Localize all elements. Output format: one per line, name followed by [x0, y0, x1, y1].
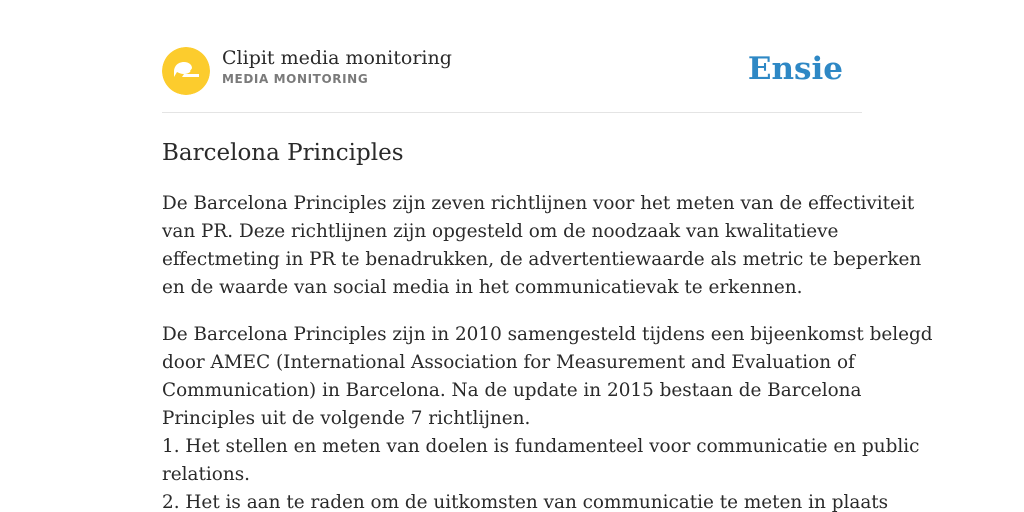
text-line: en de waarde van social media in het communicatievak te erkennen.: [162, 277, 803, 298]
paragraph-1: [162, 190, 922, 302]
list-item-2-line: 2. Het is aan te raden om de uitkomsten van communicatie te meten in plaats: [162, 492, 889, 512]
text-line: effectmeting in PR te benadrukken, de advertentiewaarde als metric te beperken: [162, 249, 922, 270]
ensie-logo-link[interactable]: Ensie: [747, 51, 843, 87]
paragraph-2: [162, 321, 933, 512]
article-title: Barcelona Principles: [162, 140, 404, 166]
text-line: De Barcelona Principles zijn zeven richtlijnen voor het meten van de effectiviteit: [162, 193, 915, 214]
content-container: [162, 0, 933, 512]
site-header: [162, 0, 862, 113]
text-line: van PR. Deze richtlijnen zijn opgesteld om de noodzaak van kwalitatieve: [162, 221, 839, 242]
brand-block: [222, 46, 452, 87]
text-line: Principles uit de volgende 7 richtlijnen.: [162, 408, 531, 429]
site-title[interactable]: Clipit media monitoring: [222, 47, 452, 69]
text-line: Communication) in Barcelona. Na de update in 2015 bestaan de Barcelona: [162, 380, 862, 401]
text-line: De Barcelona Principles zijn in 2010 samengesteld tijdens een bijeenkomst belegd: [162, 324, 933, 345]
list-item-1-line: relations.: [162, 464, 250, 485]
list-item-1-line: 1. Het stellen en meten van doelen is fundamenteel voor communicatie en public: [162, 436, 920, 457]
site-subtitle: MEDIA MONITORING: [222, 72, 369, 86]
text-line: door AMEC (International Association for Measurement and Evaluation of: [162, 352, 855, 373]
article-body: [162, 190, 933, 512]
speech-bubble-icon[interactable]: [162, 47, 210, 95]
